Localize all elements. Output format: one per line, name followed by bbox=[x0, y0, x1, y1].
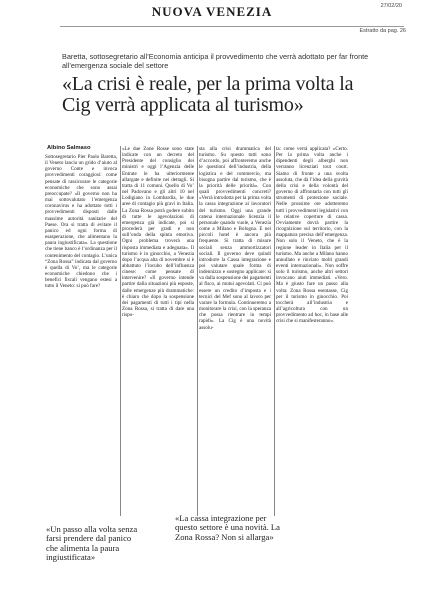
article-column-1: Sottosegretario Pier Paolo Baretta, il Veneto lancia un grido d’aiuto al governo Conte e invoca provvedimenti coraggiosi: come pensate di rassicurare le categorie economiche che sono assai preoccupate? «Il governo non ha mai sottovalutato l’emergenza coronavirus e ha adottato tutti i provvedimenti disposti dalle massime autorità sanitarie del Paese. Ora si tratta di evitare il panico ed ogni forma di esasperazione, che alimentano la paura ingiustificata». La questione che tiene banco è l’ordinanza per il contenimento del contagio. L’unica “Zona Rossa” indicata dal governo è quella di Vo’, ma le categorie economiche chiedono che i benefici fiscali vengano estesi a tutto il Veneto: si può fare? bbox=[45, 154, 117, 290]
page-extract-label: Estratto da pag. 26 bbox=[359, 28, 406, 34]
column-separator bbox=[120, 146, 121, 516]
pull-quote-1: «Un passo alla volta senza farsi prendere dal panico che alimenta la paura ingiustificata» bbox=[46, 524, 138, 563]
article-kicker: Baretta, sottosegretario all’Economia anticipa il provvedimento che verrà adottato per far fronte all’emergenza sociale del settore bbox=[62, 52, 369, 70]
article-column-4: ta: come verrà applicata? «Certo. Per la prima volta anche i dipendenti degli alberghi non verranno licenziati tout court. Siamo di fronte a una svolta assoluta, che dà l’idea della gravità della crisi e della volontà del governo di affrontarla con tutti gli strumenti di protezione sociale. Nelle prossime ore adotteremo tutti i provvedimenti legislativi con le relative coperture di cassa. Ovviamente dovrà partire la ricognizione sul territorio, con la mappatura precisa dell’emergenza. Non solo il Veneto, che è la regione leader in Italia per il turismo. Ma anche a Milano hanno annullato e rinviato molti grandi eventi internazionali». Non soffre solo il turismo, anche altri settori invocano aiuti immediati. «Vero. Ma è giusto fare un passo alla volta: Zona Rossa esentasse, Cig per il turismo in ginocchio. Poi toccherà all’industria e all’agricoltura con un provvedimento ad hoc, in base alle crisi che si manifesteranno». bbox=[276, 146, 348, 325]
article-column-2: «Le due Zone Rosse sono state indicate con un decreto del Presidente del consiglio dei ministri e oggi l’Agenzia delle Entrate le ha ulteriormente allargate e definite nei dettagli. Si tratta di 11 comuni. Quello di Vo’ nel Padovano e gli altri 10 nel Lodigiano in Lombardia, le due aree di contagio più gravi in Italia. La Zona Rossa potrà godere subito di tutte le agevolazioni di emergenza già indicate, poi si procederà per gradi e non sull’onda della spinta emotiva. Ogni problema troverà una risposta immediata e adeguata». Il turismo è in ginocchio, a Venezia dopo l’acqua alta di novembre si è abbattuto l’incubo dell’influenza cinese: come pensate di intervenire? «Il governo intende partire dalla situazioni più esposte, dalle emergenze più drammatiche: è chiaro che dopo la sospensione dei pagamenti di tutti i tipi nella Zona Rossa, si tratta di dare una rispo- bbox=[122, 146, 194, 319]
newspaper-masthead: NUOVA VENEZIA bbox=[151, 4, 273, 19]
column-separator bbox=[197, 146, 198, 516]
column-separator bbox=[274, 146, 275, 516]
article-date: 27/02/20 bbox=[380, 3, 402, 9]
header-rule bbox=[60, 26, 404, 27]
article-headline: «La crisi è reale, per la prima volta la Cig verrà applicata al turismo» bbox=[62, 73, 354, 116]
article-column-3: sta alla crisi drammatica del turismo. Su questo tutti sono d’accordo, poi affronteremo anche le questioni dell’industria, della logistica e del commercio, ma bisogna partire dal turismo, che è la priorità delle priorità». Con quali provvedimenti concreti? «Verrà introdotta per la prima volta la cassa integrazione ai lavoratori del turismo. Oggi una grande catena internazionale licenzia il personale quando vuole, a Venezia come a Milano e Bologna. E nei piccoli hotel è ancora più frequente. Si tratta di misure sociali senza ammortizzatori sociali. Il governo deve quindi introdurre la Cassa integrazione e poi valutare quale forma di indennizzo e sostegno applicare: si va dalla sospensione dei pagamenti al fisco, ai mutui agevolati. Ci può essere un credito d’imposta e i tecnici del Mef sono al lavoro per varare la formula. Continueremo a monitorare la crisi, con la speranza che possa rientrare in tempi rapidi». La Cig è una novità assolu- bbox=[199, 146, 271, 331]
article-author: Albino Salmaso bbox=[47, 145, 91, 151]
pull-quote-2: «La cassa integrazione per questo settore è una novità. La Zona Rossa? Non si allarga» bbox=[175, 513, 281, 542]
